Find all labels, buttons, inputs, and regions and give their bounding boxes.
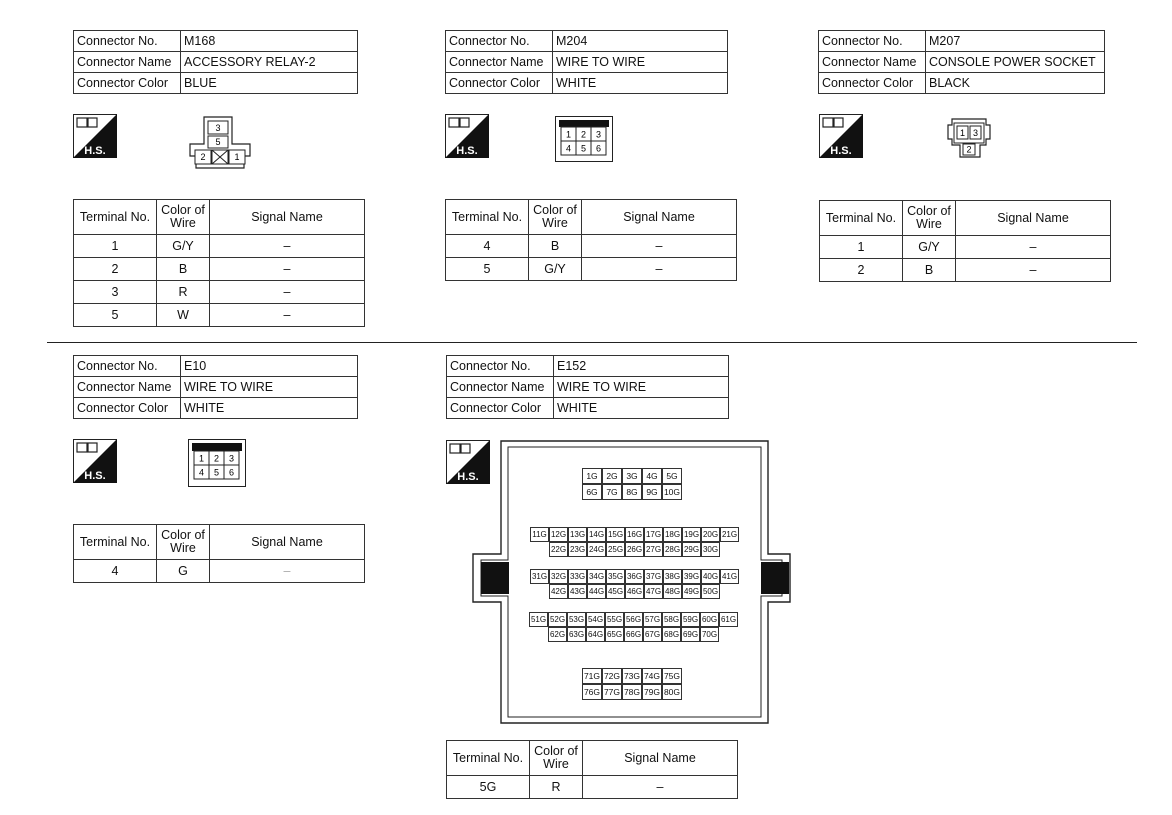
label-connector-name: Connector Name bbox=[446, 52, 553, 73]
wire-color: G/Y bbox=[529, 258, 582, 281]
pin-label: 1 bbox=[198, 453, 205, 464]
pin-cell: 69G bbox=[681, 627, 700, 642]
label-connector-color: Connector Color bbox=[819, 73, 926, 94]
signal-name: – bbox=[210, 560, 365, 583]
connector-m207-terminals bbox=[819, 200, 1111, 282]
label-connector-name: Connector Name bbox=[74, 52, 181, 73]
pin-label: 5 bbox=[580, 143, 587, 154]
terminal-no: 3 bbox=[74, 281, 157, 304]
pin-cell: 21G bbox=[720, 527, 739, 542]
pin-cell: 16G bbox=[625, 527, 644, 542]
header-terminal-no: Terminal No. bbox=[447, 741, 530, 776]
header-signal-name: Signal Name bbox=[582, 200, 737, 235]
hs-label: H.S. bbox=[84, 470, 106, 482]
connector-name-value: WIRE TO WIRE bbox=[553, 52, 728, 73]
pin-label: 2 bbox=[213, 453, 220, 464]
table-row bbox=[446, 235, 737, 258]
table-row bbox=[447, 776, 738, 799]
connector-e152-pins bbox=[472, 440, 792, 725]
pin-cell: 59G bbox=[681, 612, 700, 627]
section-divider bbox=[47, 342, 1137, 343]
pin-cell: 42G bbox=[549, 584, 568, 599]
label-connector-name: Connector Name bbox=[447, 377, 554, 398]
signal-name: – bbox=[956, 236, 1111, 259]
header-signal-name: Signal Name bbox=[210, 525, 365, 560]
pin-cell: 22G bbox=[549, 542, 568, 557]
header-terminal-no: Terminal No. bbox=[820, 201, 903, 236]
connector-m204-info bbox=[445, 30, 728, 94]
connector-e152-terminals bbox=[446, 740, 738, 799]
pin-label: 1 bbox=[565, 129, 572, 140]
connector-color-value: WHITE bbox=[181, 398, 358, 419]
connector-name-value: CONSOLE POWER SOCKET bbox=[926, 52, 1105, 73]
connector-m204-terminals bbox=[445, 199, 737, 281]
pin-cell: 74G bbox=[642, 668, 662, 684]
connector-no-value: E152 bbox=[554, 356, 729, 377]
pin-cell: 72G bbox=[602, 668, 622, 684]
connector-no-value: M168 bbox=[181, 31, 358, 52]
connector-e10-terminals bbox=[73, 524, 365, 583]
pin-label: 2 bbox=[966, 144, 972, 155]
wire-color: W bbox=[157, 304, 210, 327]
pin-cell: 66G bbox=[624, 627, 643, 642]
pin-label: 3 bbox=[972, 128, 979, 138]
connector-name-value: WIRE TO WIRE bbox=[554, 377, 729, 398]
wire-color: B bbox=[529, 235, 582, 258]
pin-cell: 20G bbox=[701, 527, 720, 542]
label-connector-color: Connector Color bbox=[74, 73, 181, 94]
connector-color-value: BLACK bbox=[926, 73, 1105, 94]
pin-label: 1 bbox=[234, 152, 240, 162]
pin-cell: 28G bbox=[663, 542, 682, 557]
pin-cell: 17G bbox=[644, 527, 663, 542]
pin-label: 5 bbox=[215, 137, 221, 147]
signal-name: – bbox=[956, 259, 1111, 282]
pin-cell: 43G bbox=[568, 584, 587, 599]
terminal-no: 5 bbox=[74, 304, 157, 327]
pin-cell: 51G bbox=[529, 612, 548, 627]
header-terminal-no: Terminal No. bbox=[446, 200, 529, 235]
connector-no-value: E10 bbox=[181, 356, 358, 377]
connector-m207-info bbox=[818, 30, 1105, 94]
label-connector-name: Connector Name bbox=[819, 52, 926, 73]
pin-cell: 37G bbox=[644, 569, 663, 584]
header-color-of-wire: Color of Wire bbox=[157, 525, 210, 560]
pin-cell: 56G bbox=[624, 612, 643, 627]
pin-label: 6 bbox=[228, 467, 235, 478]
connector-m168-terminals bbox=[73, 199, 365, 327]
pin-cell: 41G bbox=[720, 569, 739, 584]
pin-cell: 30G bbox=[701, 542, 720, 557]
hs-icon bbox=[819, 114, 863, 158]
pin-cell: 77G bbox=[602, 684, 622, 700]
pin-label: 2 bbox=[200, 152, 206, 162]
pin-cell: 61G bbox=[719, 612, 738, 627]
connector-m204-face bbox=[555, 116, 613, 162]
header-terminal-no: Terminal No. bbox=[74, 525, 157, 560]
pin-cell: 45G bbox=[606, 584, 625, 599]
pin-cell: 70G bbox=[700, 627, 719, 642]
pin-cell: 18G bbox=[663, 527, 682, 542]
pin-cell: 14G bbox=[587, 527, 606, 542]
pin-cell: 15G bbox=[606, 527, 625, 542]
label-connector-color: Connector Color bbox=[447, 398, 554, 419]
label-connector-color: Connector Color bbox=[446, 73, 553, 94]
pin-cell: 31G bbox=[530, 569, 549, 584]
pin-cell: 47G bbox=[644, 584, 663, 599]
connector-m207-face bbox=[946, 115, 992, 161]
pin-cell: 11G bbox=[530, 527, 549, 542]
hs-label: H.S. bbox=[456, 145, 478, 157]
label-connector-no: Connector No. bbox=[447, 356, 554, 377]
pin-label: 3 bbox=[595, 129, 602, 140]
pin-label: 4 bbox=[565, 143, 572, 154]
pin-cell: 52G bbox=[548, 612, 567, 627]
terminal-no: 4 bbox=[74, 560, 157, 583]
terminal-no: 5G bbox=[447, 776, 530, 799]
pin-cell: 55G bbox=[605, 612, 624, 627]
pin-cell: 7G bbox=[602, 484, 622, 500]
table-row bbox=[74, 560, 365, 583]
pin-cell: 53G bbox=[567, 612, 586, 627]
pin-cell: 68G bbox=[662, 627, 681, 642]
pin-cell: 46G bbox=[625, 584, 644, 599]
connector-no-value: M207 bbox=[926, 31, 1105, 52]
pin-cell: 8G bbox=[622, 484, 642, 500]
label-connector-no: Connector No. bbox=[819, 31, 926, 52]
signal-name: – bbox=[210, 235, 365, 258]
terminal-no: 4 bbox=[446, 235, 529, 258]
pin-cell: 32G bbox=[549, 569, 568, 584]
pin-label: 1 bbox=[959, 128, 966, 138]
table-row bbox=[446, 258, 737, 281]
table-row bbox=[74, 258, 365, 281]
wire-color: G/Y bbox=[157, 235, 210, 258]
connector-name-value: WIRE TO WIRE bbox=[181, 377, 358, 398]
pin-cell: 34G bbox=[587, 569, 606, 584]
pin-cell: 57G bbox=[643, 612, 662, 627]
pin-cell: 50G bbox=[701, 584, 720, 599]
connector-m168-info bbox=[73, 30, 358, 94]
wire-color: R bbox=[530, 776, 583, 799]
pin-cell: 2G bbox=[602, 468, 622, 484]
pin-cell: 80G bbox=[662, 684, 682, 700]
pin-cell: 64G bbox=[586, 627, 605, 642]
hs-label: H.S. bbox=[84, 145, 106, 157]
header-signal-name: Signal Name bbox=[956, 201, 1111, 236]
pin-cell: 54G bbox=[586, 612, 605, 627]
terminal-no: 2 bbox=[74, 258, 157, 281]
pin-label: 5 bbox=[213, 467, 220, 478]
table-row bbox=[74, 281, 365, 304]
pin-cell: 26G bbox=[625, 542, 644, 557]
signal-name: – bbox=[210, 258, 365, 281]
pin-cell: 3G bbox=[622, 468, 642, 484]
connector-e152-info bbox=[446, 355, 729, 419]
pin-label: 3 bbox=[228, 453, 235, 464]
signal-name: – bbox=[583, 776, 738, 799]
pin-label: 2 bbox=[580, 129, 587, 140]
wire-color: B bbox=[157, 258, 210, 281]
pin-cell: 75G bbox=[662, 668, 682, 684]
pin-cell: 1G bbox=[582, 468, 602, 484]
pin-cell: 4G bbox=[642, 468, 662, 484]
hs-icon bbox=[73, 114, 117, 158]
signal-name: – bbox=[582, 258, 737, 281]
pin-cell: 24G bbox=[587, 542, 606, 557]
pin-cell: 78G bbox=[622, 684, 642, 700]
header-signal-name: Signal Name bbox=[210, 200, 365, 235]
pin-cell: 58G bbox=[662, 612, 681, 627]
label-connector-no: Connector No. bbox=[74, 31, 181, 52]
pin-cell: 44G bbox=[587, 584, 606, 599]
pin-cell: 25G bbox=[606, 542, 625, 557]
header-color-of-wire: Color of Wire bbox=[529, 200, 582, 235]
pin-cell: 33G bbox=[568, 569, 587, 584]
pin-label: 3 bbox=[215, 123, 221, 133]
pin-cell: 10G bbox=[662, 484, 682, 500]
pin-cell: 12G bbox=[549, 527, 568, 542]
table-row bbox=[820, 259, 1111, 282]
connector-e10-info bbox=[73, 355, 358, 419]
connector-name-value: ACCESSORY RELAY-2 bbox=[181, 52, 358, 73]
wire-color: G/Y bbox=[903, 236, 956, 259]
signal-name: – bbox=[210, 304, 365, 327]
hs-icon bbox=[445, 114, 489, 158]
header-terminal-no: Terminal No. bbox=[74, 200, 157, 235]
header-color-of-wire: Color of Wire bbox=[157, 200, 210, 235]
connector-color-value: BLUE bbox=[181, 73, 358, 94]
pin-cell: 73G bbox=[622, 668, 642, 684]
label-connector-no: Connector No. bbox=[74, 356, 181, 377]
pin-cell: 38G bbox=[663, 569, 682, 584]
signal-name: – bbox=[582, 235, 737, 258]
pin-cell: 36G bbox=[625, 569, 644, 584]
pin-label: 6 bbox=[595, 143, 602, 154]
label-connector-name: Connector Name bbox=[74, 377, 181, 398]
pin-cell: 65G bbox=[605, 627, 624, 642]
pin-cell: 27G bbox=[644, 542, 663, 557]
terminal-no: 5 bbox=[446, 258, 529, 281]
pin-cell: 35G bbox=[606, 569, 625, 584]
pin-cell: 67G bbox=[643, 627, 662, 642]
pin-cell: 62G bbox=[548, 627, 567, 642]
pin-cell: 79G bbox=[642, 684, 662, 700]
pin-cell: 71G bbox=[582, 668, 602, 684]
table-row bbox=[820, 236, 1111, 259]
connector-color-value: WHITE bbox=[554, 398, 729, 419]
connector-e10-face bbox=[188, 439, 246, 487]
terminal-no: 2 bbox=[820, 259, 903, 282]
pin-cell: 5G bbox=[662, 468, 682, 484]
terminal-no: 1 bbox=[74, 235, 157, 258]
pin-cell: 40G bbox=[701, 569, 720, 584]
pin-cell: 13G bbox=[568, 527, 587, 542]
pin-cell: 29G bbox=[682, 542, 701, 557]
pin-cell: 76G bbox=[582, 684, 602, 700]
connector-color-value: WHITE bbox=[553, 73, 728, 94]
connector-m168-face bbox=[188, 114, 256, 172]
label-connector-color: Connector Color bbox=[74, 398, 181, 419]
wire-color: R bbox=[157, 281, 210, 304]
wire-color: B bbox=[903, 259, 956, 282]
hs-label: H.S. bbox=[830, 145, 852, 157]
label-connector-no: Connector No. bbox=[446, 31, 553, 52]
pin-cell: 6G bbox=[582, 484, 602, 500]
pin-cell: 60G bbox=[700, 612, 719, 627]
pin-cell: 48G bbox=[663, 584, 682, 599]
pin-cell: 9G bbox=[642, 484, 662, 500]
connector-no-value: M204 bbox=[553, 31, 728, 52]
table-row bbox=[74, 235, 365, 258]
table-row bbox=[74, 304, 365, 327]
pin-label: 4 bbox=[198, 467, 205, 478]
signal-name: – bbox=[210, 281, 365, 304]
wire-color: G bbox=[157, 560, 210, 583]
hs-icon bbox=[73, 439, 117, 483]
pin-cell: 39G bbox=[682, 569, 701, 584]
header-color-of-wire: Color of Wire bbox=[903, 201, 956, 236]
pin-cell: 49G bbox=[682, 584, 701, 599]
pin-cell: 23G bbox=[568, 542, 587, 557]
header-signal-name: Signal Name bbox=[583, 741, 738, 776]
hs-label: H.S. bbox=[457, 471, 479, 483]
header-color-of-wire: Color of Wire bbox=[530, 741, 583, 776]
pin-cell: 63G bbox=[567, 627, 586, 642]
terminal-no: 1 bbox=[820, 236, 903, 259]
pin-cell: 19G bbox=[682, 527, 701, 542]
